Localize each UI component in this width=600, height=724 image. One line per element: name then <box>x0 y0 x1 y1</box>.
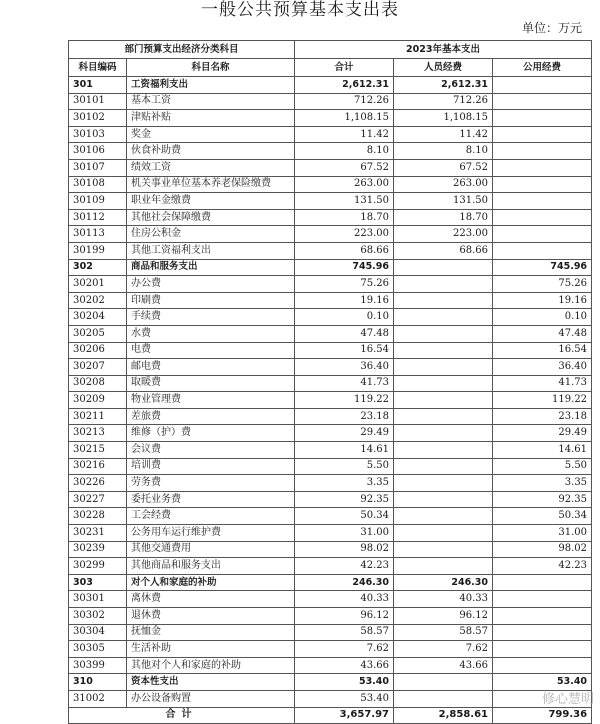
total-sum: 3,657.97 <box>295 707 394 724</box>
row-personnel <box>394 674 493 691</box>
header-personnel: 人员经费 <box>394 59 493 77</box>
row-code: 30199 <box>69 242 127 259</box>
row-total: 31.00 <box>295 525 394 542</box>
table-row <box>69 226 592 243</box>
row-total: 131.50 <box>295 193 394 210</box>
row-personnel: 67.52 <box>394 159 493 176</box>
table-row <box>69 325 592 342</box>
row-code: 303 <box>69 574 127 591</box>
total-row <box>69 707 592 724</box>
row-code: 30305 <box>69 641 127 658</box>
row-public: 5.50 <box>493 458 592 475</box>
row-name: 基本工资 <box>127 93 295 110</box>
table-row <box>69 126 592 143</box>
row-public <box>493 126 592 143</box>
row-name: 伙食补助费 <box>127 143 295 160</box>
row-name: 取暖费 <box>127 375 295 392</box>
row-personnel <box>394 392 493 409</box>
row-code: 30113 <box>69 226 127 243</box>
row-total: 98.02 <box>295 541 394 558</box>
row-total: 29.49 <box>295 425 394 442</box>
row-personnel: 246.30 <box>394 574 493 591</box>
row-name: 公务用车运行维护费 <box>127 525 295 542</box>
row-code: 301 <box>69 77 127 94</box>
row-name: 离休费 <box>127 591 295 608</box>
row-personnel: 712.26 <box>394 93 493 110</box>
row-public: 19.16 <box>493 292 592 309</box>
row-personnel <box>394 342 493 359</box>
row-total: 263.00 <box>295 176 394 193</box>
row-public <box>493 110 592 127</box>
category-row <box>69 674 592 691</box>
row-personnel: 7.62 <box>394 641 493 658</box>
table-row <box>69 93 592 110</box>
row-personnel: 8.10 <box>394 143 493 160</box>
row-public <box>493 226 592 243</box>
row-code: 30302 <box>69 608 127 625</box>
row-public: 36.40 <box>493 359 592 376</box>
row-total: 75.26 <box>295 276 394 293</box>
row-personnel: 96.12 <box>394 608 493 625</box>
row-personnel: 263.00 <box>394 176 493 193</box>
row-public <box>493 591 592 608</box>
row-name: 会议费 <box>127 442 295 459</box>
row-public <box>493 574 592 591</box>
row-name: 对个人和家庭的补助 <box>127 574 295 591</box>
table-row <box>69 541 592 558</box>
row-code: 30211 <box>69 408 127 425</box>
row-code: 30226 <box>69 475 127 492</box>
row-code: 30102 <box>69 110 127 127</box>
row-public <box>493 77 592 94</box>
row-total: 16.54 <box>295 342 394 359</box>
row-personnel <box>394 525 493 542</box>
row-public: 31.00 <box>493 525 592 542</box>
row-public: 745.96 <box>493 259 592 276</box>
table-row <box>69 110 592 127</box>
row-public <box>493 242 592 259</box>
row-name: 维修（护）费 <box>127 425 295 442</box>
category-row <box>69 77 592 94</box>
row-name: 物业管理费 <box>127 392 295 409</box>
row-personnel <box>394 491 493 508</box>
row-code: 30216 <box>69 458 127 475</box>
row-total: 53.40 <box>295 674 394 691</box>
row-personnel <box>394 690 493 707</box>
table-row <box>69 292 592 309</box>
row-name: 抚恤金 <box>127 624 295 641</box>
row-code: 30107 <box>69 159 127 176</box>
table-row <box>69 624 592 641</box>
row-public: 75.26 <box>493 276 592 293</box>
row-public: 14.61 <box>493 442 592 459</box>
row-code: 30207 <box>69 359 127 376</box>
row-personnel <box>394 375 493 392</box>
row-code: 30202 <box>69 292 127 309</box>
table-row <box>69 375 592 392</box>
row-code: 30304 <box>69 624 127 641</box>
header-group-classification: 部门预算支出经济分类科目 <box>69 41 295 59</box>
unit-label: 单位：万元 <box>521 21 582 35</box>
table-row <box>69 641 592 658</box>
row-name: 培训费 <box>127 458 295 475</box>
row-name: 其他社会保障缴费 <box>127 209 295 226</box>
row-name: 奖金 <box>127 126 295 143</box>
table-row <box>69 458 592 475</box>
total-label: 合计 <box>69 707 295 724</box>
row-name: 办公费 <box>127 276 295 293</box>
row-total: 42.23 <box>295 558 394 575</box>
row-code: 30227 <box>69 491 127 508</box>
row-name: 工会经费 <box>127 508 295 525</box>
table-row <box>69 425 592 442</box>
row-name: 委托业务费 <box>127 491 295 508</box>
row-public: 3.35 <box>493 475 592 492</box>
row-personnel <box>394 475 493 492</box>
table-row <box>69 525 592 542</box>
table-row <box>69 176 592 193</box>
table-row <box>69 657 592 674</box>
row-name: 其他商品和服务支出 <box>127 558 295 575</box>
row-total: 68.66 <box>295 242 394 259</box>
row-public <box>493 193 592 210</box>
row-code: 30108 <box>69 176 127 193</box>
row-total: 92.35 <box>295 491 394 508</box>
row-public <box>493 608 592 625</box>
row-code: 30201 <box>69 276 127 293</box>
table-row <box>69 342 592 359</box>
row-public: 23.18 <box>493 408 592 425</box>
row-personnel <box>394 541 493 558</box>
row-name: 印刷费 <box>127 292 295 309</box>
row-personnel <box>394 442 493 459</box>
row-code: 30215 <box>69 442 127 459</box>
row-total: 5.50 <box>295 458 394 475</box>
row-personnel: 1,108.15 <box>394 110 493 127</box>
header-total: 合计 <box>295 59 394 77</box>
row-total: 67.52 <box>295 159 394 176</box>
table-row <box>69 408 592 425</box>
row-total: 712.26 <box>295 93 394 110</box>
row-code: 30228 <box>69 508 127 525</box>
row-public <box>493 159 592 176</box>
total-personnel: 2,858.61 <box>394 707 493 724</box>
category-row <box>69 574 592 591</box>
row-name: 水费 <box>127 325 295 342</box>
row-personnel <box>394 425 493 442</box>
row-public: 50.34 <box>493 508 592 525</box>
row-name: 资本性支出 <box>127 674 295 691</box>
row-personnel <box>394 309 493 326</box>
table-row <box>69 491 592 508</box>
row-code: 30109 <box>69 193 127 210</box>
row-code: 30205 <box>69 325 127 342</box>
table-row <box>69 608 592 625</box>
row-total: 246.30 <box>295 574 394 591</box>
row-public <box>493 209 592 226</box>
row-public: 47.48 <box>493 325 592 342</box>
row-personnel <box>394 325 493 342</box>
row-code: 30204 <box>69 309 127 326</box>
row-total: 3.35 <box>295 475 394 492</box>
row-code: 30213 <box>69 425 127 442</box>
row-public: 53.40 <box>493 674 592 691</box>
row-public <box>493 93 592 110</box>
row-personnel <box>394 259 493 276</box>
row-name: 职业年金缴费 <box>127 193 295 210</box>
row-total: 58.57 <box>295 624 394 641</box>
row-name: 差旅费 <box>127 408 295 425</box>
header-group-year: 2023年基本支出 <box>295 41 592 59</box>
row-total: 0.10 <box>295 309 394 326</box>
row-public: 29.49 <box>493 425 592 442</box>
table-row <box>69 209 592 226</box>
table-row <box>69 442 592 459</box>
row-total: 43.66 <box>295 657 394 674</box>
row-personnel: 18.70 <box>394 209 493 226</box>
row-code: 30112 <box>69 209 127 226</box>
row-personnel <box>394 558 493 575</box>
row-code: 30399 <box>69 657 127 674</box>
row-name: 津贴补贴 <box>127 110 295 127</box>
row-personnel <box>394 292 493 309</box>
row-personnel: 2,612.31 <box>394 77 493 94</box>
row-code: 30106 <box>69 143 127 160</box>
row-name: 手续费 <box>127 309 295 326</box>
row-code: 30103 <box>69 126 127 143</box>
row-name: 退休费 <box>127 608 295 625</box>
header-name: 科目名称 <box>127 59 295 77</box>
row-code: 30101 <box>69 93 127 110</box>
row-total: 745.96 <box>295 259 394 276</box>
table-row <box>69 690 592 707</box>
row-name: 商品和服务支出 <box>127 259 295 276</box>
row-total: 18.70 <box>295 209 394 226</box>
row-personnel: 58.57 <box>394 624 493 641</box>
row-total: 7.62 <box>295 641 394 658</box>
row-name: 住房公积金 <box>127 226 295 243</box>
table-row <box>69 159 592 176</box>
row-name: 劳务费 <box>127 475 295 492</box>
row-code: 302 <box>69 259 127 276</box>
row-public <box>493 641 592 658</box>
row-public <box>493 657 592 674</box>
row-personnel: 40.33 <box>394 591 493 608</box>
row-name: 其他对个人和家庭的补助 <box>127 657 295 674</box>
row-name: 邮电费 <box>127 359 295 376</box>
row-code: 30231 <box>69 525 127 542</box>
table-row <box>69 143 592 160</box>
header-code: 科目编码 <box>69 59 127 77</box>
row-code: 30301 <box>69 591 127 608</box>
row-total: 1,108.15 <box>295 110 394 127</box>
row-total: 119.22 <box>295 392 394 409</box>
row-public: 119.22 <box>493 392 592 409</box>
table-row <box>69 359 592 376</box>
row-total: 53.40 <box>295 690 394 707</box>
row-personnel <box>394 458 493 475</box>
row-code: 30209 <box>69 392 127 409</box>
row-total: 2,612.31 <box>295 77 394 94</box>
row-personnel <box>394 359 493 376</box>
row-total: 8.10 <box>295 143 394 160</box>
row-name: 机关事业单位基本养老保险缴费 <box>127 176 295 193</box>
row-public <box>493 624 592 641</box>
table-row <box>69 276 592 293</box>
row-total: 11.42 <box>295 126 394 143</box>
table-row <box>69 392 592 409</box>
row-public: 0.10 <box>493 309 592 326</box>
row-code: 30206 <box>69 342 127 359</box>
row-name: 电费 <box>127 342 295 359</box>
row-name: 绩效工资 <box>127 159 295 176</box>
row-code: 30239 <box>69 541 127 558</box>
table-row <box>69 309 592 326</box>
row-code: 30299 <box>69 558 127 575</box>
row-public: 92.35 <box>493 491 592 508</box>
row-personnel: 131.50 <box>394 193 493 210</box>
table-row <box>69 591 592 608</box>
row-public: 98.02 <box>493 541 592 558</box>
category-row <box>69 259 592 276</box>
header-column-row <box>69 59 592 77</box>
row-total: 47.48 <box>295 325 394 342</box>
row-public <box>493 176 592 193</box>
row-code: 310 <box>69 674 127 691</box>
row-personnel: 11.42 <box>394 126 493 143</box>
row-public: 42.23 <box>493 558 592 575</box>
row-code: 30208 <box>69 375 127 392</box>
row-total: 14.61 <box>295 442 394 459</box>
row-public <box>493 143 592 160</box>
document-title: 一般公共预算基本支出表 <box>201 0 399 20</box>
row-public: 41.73 <box>493 375 592 392</box>
row-total: 19.16 <box>295 292 394 309</box>
budget-table <box>68 40 592 724</box>
row-public: 16.54 <box>493 342 592 359</box>
header-public: 公用经费 <box>493 59 592 77</box>
row-total: 36.40 <box>295 359 394 376</box>
row-personnel <box>394 276 493 293</box>
row-personnel <box>394 508 493 525</box>
row-total: 50.34 <box>295 508 394 525</box>
total-public: 799.36 <box>493 707 592 724</box>
row-code: 31002 <box>69 690 127 707</box>
table-row <box>69 475 592 492</box>
row-name: 办公设备购置 <box>127 690 295 707</box>
row-personnel: 223.00 <box>394 226 493 243</box>
table-row <box>69 558 592 575</box>
row-total: 41.73 <box>295 375 394 392</box>
row-name: 生活补助 <box>127 641 295 658</box>
row-personnel: 68.66 <box>394 242 493 259</box>
table-body <box>69 77 592 708</box>
table-row <box>69 242 592 259</box>
watermark-text: 修心慧明 <box>541 692 594 707</box>
row-name: 其他交通费用 <box>127 541 295 558</box>
row-name: 工资福利支出 <box>127 77 295 94</box>
row-total: 40.33 <box>295 591 394 608</box>
table-row <box>69 508 592 525</box>
row-total: 96.12 <box>295 608 394 625</box>
row-name: 其他工资福利支出 <box>127 242 295 259</box>
table-row <box>69 193 592 210</box>
row-total: 223.00 <box>295 226 394 243</box>
header-group-row <box>69 41 592 59</box>
row-personnel: 43.66 <box>394 657 493 674</box>
row-personnel <box>394 408 493 425</box>
row-total: 23.18 <box>295 408 394 425</box>
